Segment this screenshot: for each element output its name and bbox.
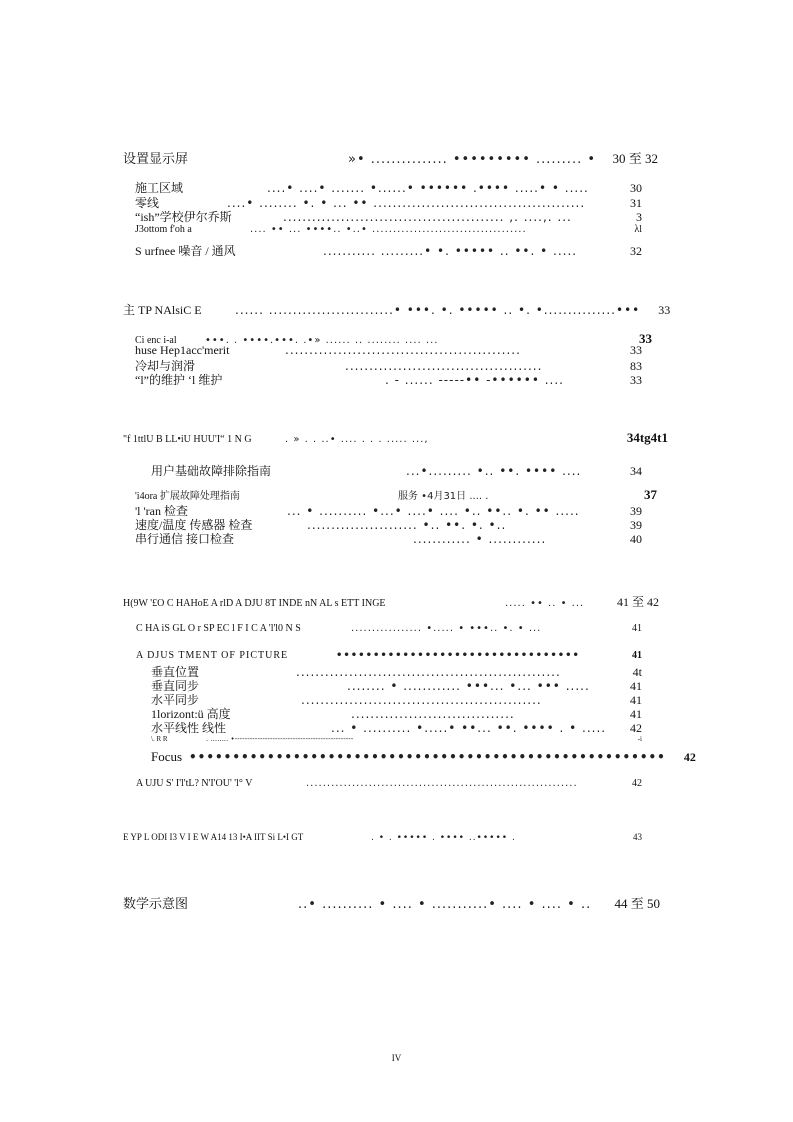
toc-leader: ............ • ............ [413,532,547,546]
toc-page-number: 4t [632,665,642,679]
toc-page-number: 42 [630,721,642,735]
toc-page-number: 3 [636,210,642,224]
toc-entry-label: 零线 [135,196,160,210]
toc-leader: .............................................. ,. ....,. ... [283,210,572,224]
toc-entry-label: 垂直同步 [151,679,200,693]
toc-leader: ....................... •.. ••. •. •.. [307,518,507,532]
toc-leader: ....• ........ •. • ... •• ............................................ [227,196,586,210]
toc-leader: ...... ..........................• •••. •. ••••• .. •. •...............••• [235,303,641,317]
toc-section-title-row [123,430,668,446]
toc-leader: ....................................................... [296,665,561,679]
toc-page-number: 41 [630,707,642,721]
toc-leader: ......................................... [345,359,543,373]
toc-entry [151,735,642,743]
toc-page-number: 34tg4t1 [626,430,668,445]
toc-leader: .................................. [351,707,515,721]
toc-entry-label: S urfnee 噪音 / 通风 [135,244,236,258]
toc-entry-label: 施工区域 [135,181,184,195]
toc-page-number: 41 [632,650,642,661]
toc-leader: .... •• ... ••••.. •..• ..................................... [250,224,527,235]
toc-section-title: H(9W '£O C HAHoE A rlD A DJU 8T INDE nN AL s ETT INGE [123,598,386,609]
toc-entry-label: huse Hep1acc'merit [135,343,230,357]
toc-entry-label: Focus [151,749,183,764]
toc-section-title-row [123,593,659,610]
toc-page-number: -i [637,735,642,743]
toc-page-number: 41 [630,679,642,693]
toc-page-number: 83 [630,359,642,373]
toc-entry-label: 冷却与润滑 [135,359,196,373]
toc-entry-label: 用户基础故障排除指南 [151,464,272,478]
toc-entry [135,371,642,388]
toc-leader: •••. . ••••.•••. .•» ...... .. ........ .... ... [205,335,439,346]
toc-section-title: 数学示意图 [123,896,189,911]
toc-entry [136,778,642,789]
toc-entry-label: A DJUS TMENT OF PICTURE [136,650,289,661]
toc-leader: ................. •..... • •••.. •. • ... [351,623,542,634]
toc-entry-label: “ish”学校伊尔乔斯 [135,210,232,224]
toc-page-number: 37 [644,487,657,502]
toc-leader: ........ • ............ •••... •... ••• ..... [347,679,590,693]
toc-entry-label: 水平线性 线性 [151,721,227,735]
toc-section-title: 主 TP NAlsiC E [123,303,202,317]
toc-page-number: 39 [630,518,642,532]
toc-page-number: 41 [630,693,642,707]
toc-leader: ..... •• .. • ... [505,598,585,609]
toc-leader: ...•......... •.. ••. •••• .... [406,464,582,478]
toc-leader: ... • .......... •...• ....• .... •.. ••.. •. •• ..... [287,504,580,518]
toc-leader: ... • .......... •.....• ••... ••. •••• . • ..... [331,721,607,735]
toc-page-number: λl [634,224,642,235]
toc-entry-label: 速度/温度 传感器 检查 [135,518,253,532]
toc-leader: ••••••••••••••••••••••••••••••••• [336,650,580,661]
toc-entry-label: Ci enc i-al [135,335,177,346]
toc-entry-label: J3ottom f'oh a [135,224,192,235]
toc-page-number: 30 至 32 [612,151,658,166]
toc-section-title: E YP L ODI I3 V I E W A14 13 I•A IIT Si L•I GT [123,832,304,842]
toc-page-number: 39 [630,504,642,518]
toc-page-number: 33 [630,373,642,387]
toc-page-number: 33 [630,343,642,357]
toc-entry [136,623,642,634]
toc-page-number: 32 [630,244,642,258]
toc-page-number: 30 [630,181,642,195]
toc-page-number: 43 [633,832,642,842]
toc-entry [151,749,696,765]
toc-leader: ................................................. [285,343,521,357]
toc-page-number: 44 至 50 [614,896,660,911]
toc-leader: . ........ •----------------------------------------------- [206,735,354,743]
toc-page-number: 34 [630,464,642,478]
toc-leader: . » . . ..• .... . . . ..... ..., [285,434,429,445]
toc-entry-label: 1lorizont:ü 高度 [151,707,231,721]
toc-page-number: 42 [632,778,642,789]
toc-entry [151,719,642,736]
toc-section-title-row [123,301,671,318]
toc-entry [135,530,642,547]
toc-section-title-row [123,148,658,167]
toc-leader: »• ............... ••••••••• ......... • [348,152,597,167]
toc-entry-label: 垂直位置 [151,665,200,679]
toc-entry-label: A UJU S' I'l'tL? N'I'OU' 'l° V [136,778,253,789]
toc-leader: . - ...... -----•• -•••••• .... [385,373,564,387]
toc-entry-label: 串行通信 接口检查 [135,532,235,546]
toc-entry-label: \. R R [151,735,168,743]
toc-entry [135,487,657,503]
toc-entry-label: C HA iS GL O r SP EC l F I C A 'l'l0 N S [136,623,301,634]
toc-leader: ................................................................. [306,778,578,789]
toc-section-title: "f 1ttlU B LL•iU HUU'I“ 1 N G [123,434,252,445]
toc-page-number: 41 至 42 [616,595,659,609]
toc-section-title-row [123,832,642,843]
toc-entry [135,224,642,235]
toc-leader: .................................................. [301,693,542,707]
toc-entry [136,650,642,661]
toc-page-number: 42 [683,750,696,764]
toc-entry-label: 'l 'ran 检查 [135,504,188,518]
toc-entry [135,343,642,358]
toc-page-number: 33 [639,331,652,346]
toc-entry [135,242,642,259]
toc-page-number: 41 [632,623,642,634]
toc-entry-label: “l”的维护 ‘l 维护 [135,373,223,387]
toc-section-title: 设置显示屏 [123,151,189,166]
toc-leader: 服务 •4月31日 .... . [398,491,489,502]
toc-page-number: 33 [658,303,671,317]
toc-page-number: 40 [630,532,642,546]
toc-entry [135,208,642,225]
toc-leader: ....• ....• ....... •......• •••••• .•••• .....• • ..... [267,181,589,195]
toc-section-title-row [123,893,660,912]
toc-page-number: 31 [630,196,642,210]
toc-entry-label: 'i4ora 扩展故障处理指南 [135,491,240,502]
toc-entry-label: 水平同步 [151,693,200,707]
page-number-footer: IV [391,1053,402,1063]
toc-leader: ........... .........• •. ••••• .. ••. • ..... [323,244,578,258]
toc-leader: . • . ••••• . •••• ..••••• . [371,833,516,843]
toc-entry [151,462,642,479]
toc-leader: ••••••••••••••••••••••••••••••••••••••••••••••••••••••• [189,750,666,764]
toc-leader: ..• .......... • .... • ...........• .... • .... • .. [298,897,592,912]
